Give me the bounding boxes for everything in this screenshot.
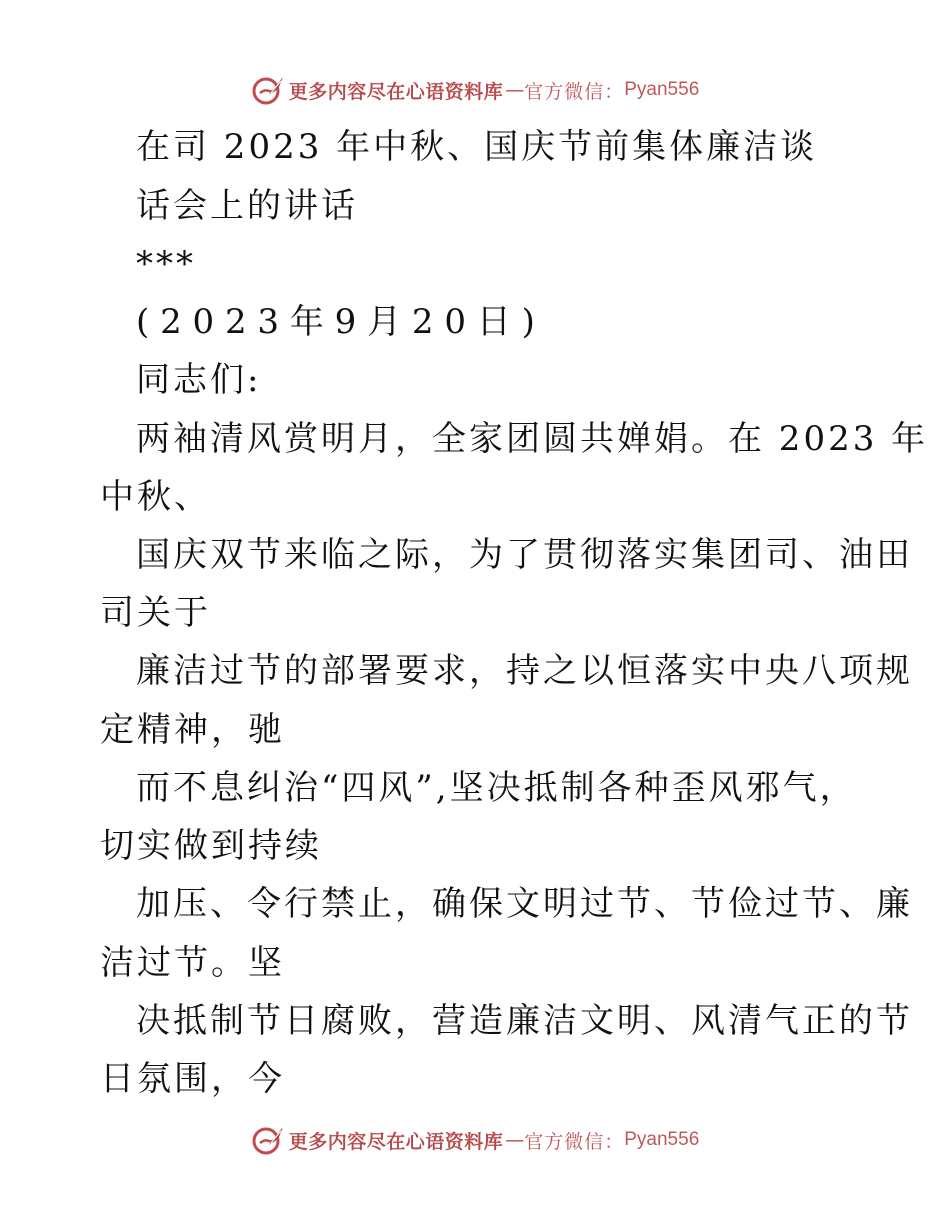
header-watermark [0,70,950,110]
body-line: 加压、令行禁止，确保文明过节、节俭过节、廉 [136,884,913,924]
body-line: 洁过节。坚 [100,943,285,983]
watermark-wechat-id: Pyan556 [624,1129,700,1150]
body-line: 决抵制节日腐败，营造廉洁文明、风清气正的节 [136,1001,913,1041]
watermark-dash: — [505,79,523,101]
quill-logo-icon [251,73,285,107]
body-line: 廉洁过节的部署要求，持之以恒落实中央八项规 [136,651,913,691]
watermark-wechat-id: Pyan556 [624,79,700,100]
body-line: 日氛围，今 [100,1059,285,1099]
footer-watermark [0,1120,950,1160]
body-line: 司关于 [100,593,211,633]
watermark-contact-label: 官方微信： [524,1130,625,1153]
document-salutation: 同志们: [136,360,262,400]
body-line: 定精神，驰 [100,710,285,750]
watermark-dash: — [505,1129,523,1151]
body-line: 切实做到持续 [100,826,322,866]
body-line: 中秋、 [100,477,211,517]
body-line: 而不息纠治“四风”,坚决抵制各种歪风邪气， [136,768,857,808]
document-title-line-2: 话会上的讲话 [136,186,358,226]
body-line: 两袖清风赏明月，全家团圆共婵娟。在 2023 年 [136,419,929,459]
quill-logo-icon [251,1123,285,1157]
document-date: ( 2 0 2 3 年 9 月 2 0 日 ) [136,302,535,342]
watermark-main-text: 更多内容尽在心语资料库 [288,1130,504,1153]
document-title-line-1: 在司 2023 年中秋、国庆节前集体廉洁谈 [136,127,818,167]
body-line: 国庆双节来临之际，为了贯彻落实集团司、油田 [136,535,913,575]
watermark-main-text: 更多内容尽在心语资料库 [288,80,504,103]
watermark-contact-label: 官方微信： [524,80,625,103]
document-author: *** [136,244,196,284]
